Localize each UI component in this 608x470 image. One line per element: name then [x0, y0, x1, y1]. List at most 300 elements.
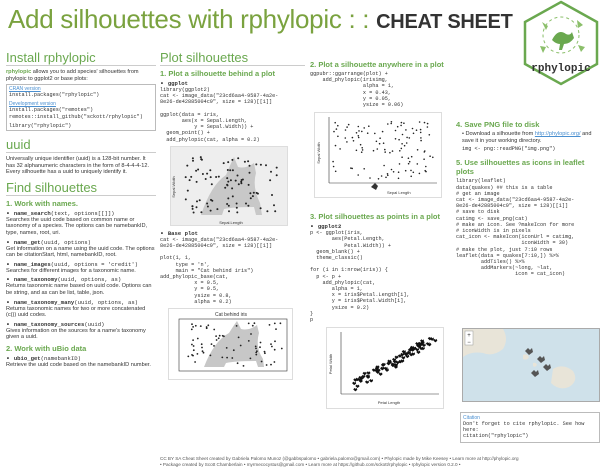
scatter-point: [420, 129, 422, 131]
points-code: p <- ggplot(iris, aes(Petal.Length, Petal.Width)) + geom_blank() + theme_classic() for (i in 1:nrow(iris)) { p <- p + add_phylopic(cat, alpha = 1, x = iris$Petal.Length[i], y = iris$Petal.Width[i], ysize = 0.2) } p: [310, 230, 410, 324]
anywhere-points: [332, 121, 433, 180]
scatter-point: [236, 211, 238, 213]
scatter-point: [230, 179, 232, 181]
scatter-point: [192, 208, 194, 210]
scatter-point: [245, 202, 247, 204]
function-name: • name_taxonomy_sources(uuid): [6, 320, 105, 328]
scatter-point: [276, 174, 278, 176]
scatter-point: [189, 179, 191, 181]
scatter-point: [363, 168, 365, 170]
scatter-point: [391, 169, 393, 171]
column-anywhere-points: [310, 58, 450, 409]
scatter-point: [248, 340, 250, 342]
scatter-point: [410, 170, 412, 172]
function-name: • name_images(uuid, options = 'credit'): [6, 260, 139, 268]
scatter-point: [360, 144, 362, 146]
scatter-point: [357, 174, 359, 176]
scatter-point: [226, 203, 228, 205]
points-xlabel: Petal Length: [377, 400, 401, 406]
scatter-point: [237, 174, 239, 176]
scatter-point: [393, 171, 395, 173]
scatter-point: [409, 137, 411, 139]
scatter-point: [226, 184, 228, 186]
scatter-point: [361, 131, 363, 133]
library-code: library("rphylopic"): [9, 122, 72, 129]
scatter-point: [202, 350, 204, 352]
scatter-point: [202, 173, 204, 175]
scatter-point: [424, 150, 426, 152]
scatter-point: [264, 351, 266, 353]
function-name: • name_taxonomy(uuid, options, as): [6, 276, 122, 284]
points-svg: [327, 328, 443, 408]
scatter-point: [384, 152, 386, 154]
iris-silhouette: [371, 183, 378, 190]
uuid-text: Universally unique identifier (uuid) is a 128-bit number. It has 32 alphanumeric characters in the form of 8-4-4-4-12. Every silhouette has a uuid to uniquely identify it.: [6, 156, 150, 176]
anywhere-ylabel: Sepal Width: [316, 142, 321, 165]
scatter-point: [215, 335, 217, 337]
cat-point: [369, 379, 373, 383]
ggplot-svg: [171, 147, 287, 225]
scatter-point: [192, 339, 194, 341]
ggplot-code: library(ggplot2) cat <- image_data("23cd6aa4-9587-4a2e- 8e26-de42885004c9", size = 128)[[1]] ggplot(data = iris, aes(x = Sepal.Length, y = Sepal.Width)) + geom_point() + add_phylopic(cat, alpha = 0.2): [160, 87, 279, 143]
scatter-point: [249, 165, 251, 167]
save-bullet: • Download a silhouette from http://phylopic.org/ and save it in your working directory.: [462, 131, 592, 144]
footer-line2: • Package created by Scott Chamberlain • myrmecocystus@gmail.com • Learn more at https://github.com/sckott/rphylopic • rphylopic version 0.2.0 •: [160, 461, 461, 467]
function-item: [6, 299, 156, 319]
scatter-point: [211, 183, 213, 185]
scatter-point: [197, 338, 199, 340]
scatter-point: [206, 327, 208, 329]
scatter-point: [240, 345, 242, 347]
scatter-point: [233, 349, 235, 351]
save-code: img <- png::readPNG("img.png"): [462, 146, 556, 153]
scatter-point: [207, 324, 209, 326]
scatter-point: [219, 335, 221, 337]
scatter-point: [209, 169, 211, 171]
ggplot-xlabel: Sepal.Length: [219, 219, 243, 225]
function-desc: Gives information on the sources for a name's taxonomy given a uuid.: [6, 327, 146, 341]
scatter-point: [227, 197, 229, 199]
scatter-point: [206, 172, 208, 174]
scatter-point: [432, 157, 434, 159]
cat-point: [353, 379, 357, 383]
scatter-point: [227, 180, 229, 182]
scatter-point: [249, 192, 251, 194]
scatter-point: [201, 347, 203, 349]
ubio-desc: Retrieve the uuid code based on the namebankID number.: [6, 361, 151, 368]
function-item: [6, 210, 156, 237]
scatter-point: [274, 340, 276, 342]
scatter-point: [271, 346, 273, 348]
title-cheat-sheet: CHEAT SHEET: [376, 11, 513, 33]
header: [8, 4, 528, 44]
scatter-point: [274, 323, 276, 325]
scatter-point: [210, 209, 212, 211]
leaflet-map[interactable]: [462, 328, 600, 402]
scatter-point: [252, 325, 254, 327]
scatter-point: [222, 335, 224, 337]
scatter-point: [417, 163, 419, 165]
cran-code: install.packages("rphylopic"): [9, 92, 100, 99]
scatter-point: [406, 137, 408, 139]
scatter-point: [387, 173, 389, 175]
scatter-point: [411, 156, 413, 158]
scatter-point: [260, 207, 262, 209]
scatter-point: [207, 205, 209, 207]
scatter-point: [378, 178, 380, 180]
cat-point: [365, 381, 369, 385]
points-chart: [326, 327, 444, 409]
scatter-point: [260, 164, 262, 166]
scatter-point: [275, 328, 277, 330]
scatter-point: [226, 347, 228, 349]
scatter-point: [190, 176, 192, 178]
scatter-point: [200, 156, 202, 158]
scatter-point: [387, 175, 389, 177]
scatter-point: [358, 135, 360, 137]
scatter-point: [255, 346, 257, 348]
scatter-point: [197, 168, 199, 170]
cat-silhouette: [201, 157, 262, 215]
scatter-point: [193, 211, 195, 213]
scatter-point: [401, 148, 403, 150]
scatter-point: [401, 122, 403, 124]
footer: [160, 456, 600, 467]
scatter-point: [274, 210, 276, 212]
phylopic-link[interactable]: http://phylopic.org/: [534, 131, 581, 137]
scatter-point: [192, 160, 194, 162]
anywhere-step2: 2. Plot a silhouette anywhere in a plot: [310, 60, 444, 69]
scatter-point: [413, 172, 415, 174]
scatter-point: [405, 129, 407, 131]
function-list: [6, 210, 156, 341]
scatter-point: [401, 157, 403, 159]
scatter-point: [270, 364, 272, 366]
base-svg: [169, 309, 292, 379]
scatter-point: [339, 148, 341, 150]
map-svg: [463, 329, 599, 401]
scatter-point: [369, 177, 371, 179]
scatter-point: [373, 150, 375, 152]
ggplot-chart: [170, 146, 288, 226]
cat-point: [366, 372, 370, 376]
column-save-leaflet: [456, 118, 604, 440]
scatter-point: [238, 183, 240, 185]
save-step4: 4. Save PNG file to disk: [456, 120, 540, 129]
logo-text: rphylopic: [531, 63, 591, 75]
scatter-point: [213, 329, 215, 331]
scatter-point: [379, 138, 381, 140]
scatter-point: [367, 133, 369, 135]
scatter-point: [237, 362, 239, 364]
base-label: • Base plot: [160, 229, 199, 237]
plot-step1: 1. Plot a silhouette behind a plot: [160, 69, 276, 78]
scatter-point: [412, 128, 414, 130]
function-name: • name_search(text, options[[]]): [6, 209, 115, 217]
scatter-point: [368, 126, 370, 128]
scatter-point: [194, 361, 196, 363]
scatter-point: [223, 162, 225, 164]
scatter-point: [260, 342, 262, 344]
points-ylabel: Petal Width: [328, 354, 333, 375]
scatter-point: [226, 177, 228, 179]
function-item: [6, 321, 156, 341]
scatter-point: [200, 158, 202, 160]
scatter-point: [274, 361, 276, 363]
scatter-point: [376, 141, 378, 143]
scatter-point: [187, 189, 189, 191]
dev-code: install.packages("remotes") remotes::install_github("sckott/rphylopic"): [9, 107, 143, 120]
scatter-point: [199, 199, 201, 201]
scatter-point: [227, 161, 229, 163]
scatter-point: [276, 166, 278, 168]
scatter-point: [264, 352, 266, 354]
scatter-point: [185, 198, 187, 200]
scatter-point: [406, 142, 408, 144]
scatter-point: [337, 125, 339, 127]
leaflet-step5: 5. Use silhouettes as icons in leaflet plots: [456, 158, 585, 177]
scatter-point: [405, 170, 407, 172]
base-code: cat <- image_data("23cd6aa4-9587-4a2e- 8e26-de42885004c9", size = 128)[[1]] plot(1, 1, type = 'n', main = "Cat behind iris") add_phylopic_base(cat, x = 0.5, y = 0.5, ysize = 0.8, alpha = 0.2): [160, 236, 279, 305]
scatter-point: [335, 145, 337, 147]
scatter-point: [197, 353, 199, 355]
scatter-point: [379, 143, 381, 145]
scatter-point: [196, 181, 198, 183]
scatter-point: [218, 337, 220, 339]
scatter-point: [382, 131, 384, 133]
scatter-point: [395, 130, 397, 132]
scatter-point: [253, 192, 255, 194]
scatter-point: [196, 206, 198, 208]
scatter-point: [346, 141, 348, 143]
cran-link[interactable]: CRAN version: [9, 86, 41, 93]
scatter-point: [333, 131, 335, 133]
scatter-point: [216, 339, 218, 341]
scatter-point: [270, 171, 272, 173]
scatter-point: [248, 184, 250, 186]
install-intro: rphylopic allows you to add species' silhouettes from phylopic to ggplot2 or base plots:: [6, 69, 139, 82]
dev-link[interactable]: Development version: [9, 101, 56, 108]
scatter-point: [332, 161, 334, 163]
function-name: • name_taxonomy_many(uuid, options, as): [6, 298, 139, 306]
scatter-point: [398, 139, 400, 141]
cat-point: [362, 372, 366, 376]
scatter-point: [383, 143, 385, 145]
scatter-point: [250, 333, 252, 335]
scatter-point: [404, 145, 406, 147]
cat-silhouette-base: [204, 321, 264, 367]
scatter-point: [252, 195, 254, 197]
scatter-point: [420, 140, 422, 142]
scatter-point: [255, 348, 257, 350]
scatter-point: [334, 122, 336, 124]
scatter-point: [236, 202, 238, 204]
scatter-point: [250, 197, 252, 199]
scatter-point: [356, 150, 358, 152]
cat-points: [352, 337, 437, 392]
scatter-point: [195, 325, 197, 327]
scatter-point: [255, 354, 257, 356]
scatter-point: [427, 123, 429, 125]
scatter-point: [224, 187, 226, 189]
scatter-point: [427, 126, 429, 128]
rphylopic-hex-logo: [522, 0, 600, 86]
scatter-point: [218, 175, 220, 177]
scatter-point: [280, 322, 282, 324]
scatter-point: [229, 169, 231, 171]
scatter-point: [270, 343, 272, 345]
scatter-point: [356, 132, 358, 134]
scatter-point: [195, 170, 197, 172]
map-cat-markers: [525, 348, 551, 377]
scatter-point: [192, 326, 194, 328]
points-gg-label: • ggplot2: [310, 223, 342, 231]
scatter-point: [191, 205, 193, 207]
scatter-point: [425, 171, 427, 173]
scatter-point: [250, 358, 252, 360]
scatter-point: [348, 124, 350, 126]
scatter-point: [352, 137, 354, 139]
scatter-point: [374, 133, 376, 135]
find-step2: 2. Work with uBio data: [6, 343, 87, 353]
scatter-point: [337, 136, 339, 138]
citation-label: Citation: [463, 415, 480, 421]
scatter-point: [191, 354, 193, 356]
scatter-point: [193, 349, 195, 351]
scatter-point: [385, 177, 387, 179]
cat-point: [352, 382, 356, 386]
scatter-point: [398, 172, 400, 174]
scatter-point: [410, 176, 412, 178]
scatter-point: [191, 329, 193, 331]
function-desc: Returns taxonomic names for two or more concatenated (c()) uuid codes.: [6, 305, 146, 319]
scatter-point: [236, 207, 238, 209]
scatter-point: [185, 176, 187, 178]
scatter-point: [424, 122, 426, 124]
scatter-point: [256, 192, 258, 194]
scatter-point: [205, 178, 207, 180]
scatter-point: [429, 134, 431, 136]
scatter-point: [409, 161, 411, 163]
scatter-point: [259, 346, 261, 348]
scatter-point: [231, 357, 233, 359]
scatter-point: [243, 365, 245, 367]
scatter-point: [242, 178, 244, 180]
scatter-point: [210, 176, 212, 178]
scatter-point: [191, 323, 193, 325]
scatter-point: [336, 129, 338, 131]
scatter-point: [402, 134, 404, 136]
scatter-point: [408, 163, 410, 165]
scatter-point: [255, 352, 257, 354]
scatter-point: [383, 165, 385, 167]
scatter-point: [213, 345, 215, 347]
scatter-point: [420, 132, 422, 134]
scatter-point: [397, 126, 399, 128]
scatter-point: [392, 151, 394, 153]
scatter-point: [192, 157, 194, 159]
page-title: [8, 4, 528, 35]
ggplot-label: • ggplot: [160, 80, 188, 87]
function-desc: Searches the uuid code based on common name or taxonomy of a species. The options can be namebankID, type, names, root, uri.: [6, 216, 148, 236]
scatter-point: [408, 158, 410, 160]
scatter-point: [227, 169, 229, 171]
scatter-point: [240, 182, 242, 184]
scatter-point: [399, 150, 401, 152]
cat-point: [353, 388, 357, 392]
scatter-point: [238, 337, 240, 339]
scatter-point: [232, 169, 234, 171]
scatter-point: [273, 204, 275, 206]
find-heading: Find silhouettes: [6, 180, 156, 196]
scatter-point: [362, 149, 364, 151]
scatter-point: [247, 160, 249, 162]
scatter-point: [361, 147, 363, 149]
scatter-point: [269, 324, 271, 326]
function-item: [6, 239, 156, 259]
scatter-point: [399, 163, 401, 165]
function-desc: Searches for different images for a taxonomic name.: [6, 267, 136, 274]
svg-text:−: −: [467, 340, 471, 346]
citation-code: citation("rphylopic"): [463, 433, 529, 440]
scatter-point: [191, 344, 193, 346]
scatter-point: [403, 123, 405, 125]
install-heading: Install rphylopic: [6, 50, 156, 66]
function-desc: Get information on a name using the uuid code. The options can be citationStart, html, namebankID, root.: [6, 245, 155, 259]
scatter-point: [255, 163, 257, 165]
scatter-point: [333, 166, 335, 168]
scatter-point: [231, 187, 233, 189]
leaflet-code: library(leaflet) data(quakes) ## this is a table # get an image cat <- image_data("23cd6aa4-9587-4a2e- 8e26-de42885004c9", size = 128)[[1]] # save to disk catimg <- save_png(cat) # make an icon. See ?makeIcon for more # iconWidth is in pixels cat_icon <- makeIcon(iconUrl = catimg, iconWidth = 30) # make the plot, just 7:10 rows leaflet(data = quakes[7:10,]) %>% addTiles() %>% addMarkers(~long, ~lat, icon = cat_icon): [456, 178, 575, 278]
scatter-point: [353, 140, 355, 142]
scatter-point: [391, 121, 393, 123]
scatter-point: [266, 210, 268, 212]
scatter-point: [384, 149, 386, 151]
citation-box: [460, 412, 600, 443]
cat-point: [355, 385, 359, 389]
scatter-point: [216, 208, 218, 210]
uuid-heading: uuid: [6, 137, 156, 153]
anywhere-svg: [315, 113, 441, 197]
scatter-point: [358, 130, 360, 132]
scatter-point: [381, 175, 383, 177]
base-chart: [168, 308, 293, 380]
scatter-point: [266, 364, 268, 366]
scatter-point: [206, 202, 208, 204]
scatter-point: [389, 152, 391, 154]
scatter-point: [232, 195, 234, 197]
function-desc: Returns taxonomic name based on uuid code. Options can be string, and as can be list, table, json.: [6, 283, 152, 296]
scatter-point: [203, 352, 205, 354]
scatter-point: [395, 138, 397, 140]
scatter-point: [377, 148, 379, 150]
scatter-point: [413, 133, 415, 135]
scatter-point: [236, 325, 238, 327]
scatter-point: [200, 325, 202, 327]
scatter-point: [361, 152, 363, 154]
scatter-point: [419, 121, 421, 123]
function-name: • name_get(uuid, options): [6, 238, 92, 246]
scatter-point: [215, 176, 217, 178]
scatter-point: [400, 125, 402, 127]
scatter-point: [226, 357, 228, 359]
scatter-point: [419, 173, 421, 175]
scatter-point: [387, 123, 389, 125]
scatter-point: [271, 194, 273, 196]
scatter-point: [425, 166, 427, 168]
scatter-point: [358, 137, 360, 139]
scatter-point: [335, 171, 337, 173]
